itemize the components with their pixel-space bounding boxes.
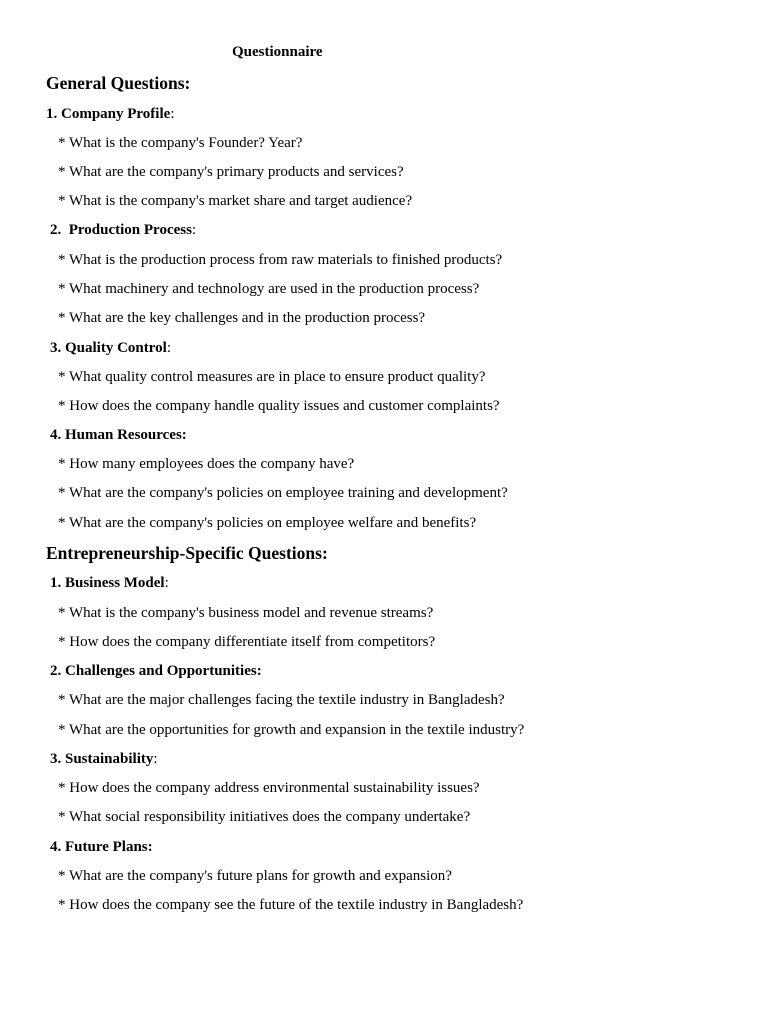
- group-heading-future-plans: [50, 838, 153, 856]
- question-item: * How does the company see the future of the textile industry in Bangladesh?: [58, 897, 524, 913]
- group-heading-production-process: [50, 221, 196, 239]
- group-label: Business Model: [65, 575, 165, 591]
- group-label: Challenges and Opportunities:: [65, 663, 262, 679]
- question-item: * What is the company's Founder? Year?: [58, 135, 303, 151]
- group-number: 3.: [50, 340, 62, 356]
- group-suffix: :: [153, 751, 158, 767]
- question-item: * What are the company's future plans for growth and expansion?: [58, 868, 452, 884]
- section-heading-entrepreneurship: Entrepreneurship-Specific Questions:: [46, 543, 328, 563]
- group-number: 1.: [50, 575, 62, 591]
- group-number: 4.: [50, 839, 62, 855]
- group-heading-quality-control: [50, 339, 171, 357]
- question-item: * What social responsibility initiatives does the company undertake?: [58, 809, 471, 825]
- question-item: * How does the company address environmental sustainability issues?: [58, 780, 480, 796]
- group-number: 4.: [50, 427, 62, 443]
- group-label: Quality Control: [65, 340, 167, 356]
- question-item: * How does the company differentiate itself from competitors?: [58, 634, 436, 650]
- group-suffix: :: [166, 340, 171, 356]
- group-suffix: :: [164, 575, 169, 591]
- question-item: * What are the major challenges facing the textile industry in Bangladesh?: [58, 692, 505, 708]
- group-heading-sustainability: [50, 750, 158, 768]
- group-suffix: :: [191, 222, 197, 238]
- question-item: * How many employees does the company have?: [58, 456, 355, 472]
- group-heading-business-model: [50, 574, 169, 592]
- group-number: 2.: [50, 222, 62, 238]
- section-heading-general: General Questions:: [46, 73, 191, 93]
- group-label: Human Resources:: [65, 427, 187, 443]
- document-title: Questionnaire: [232, 44, 323, 60]
- question-item: * What is the company's market share and target audience?: [58, 193, 413, 209]
- question-item: * How does the company handle quality issues and customer complaints?: [58, 398, 500, 414]
- question-item: * What is the company's business model and revenue streams?: [58, 605, 434, 621]
- group-heading-company-profile: [46, 105, 174, 123]
- question-item: * What are the company's policies on employee welfare and benefits?: [58, 515, 477, 531]
- question-item: * What are the company's primary products and services?: [58, 164, 404, 180]
- group-number: 2.: [50, 663, 62, 679]
- group-number: 1.: [46, 106, 58, 122]
- group-label: Company Profile: [61, 106, 171, 122]
- group-heading-challenges-opportunities: [50, 662, 262, 680]
- group-label: Future Plans:: [65, 839, 153, 855]
- question-item: * What machinery and technology are used in the production process?: [58, 281, 480, 297]
- group-label: Production Process: [68, 222, 192, 238]
- group-number: 3.: [50, 751, 62, 767]
- question-item: * What are the opportunities for growth and expansion in the textile industry?: [58, 722, 525, 738]
- question-item: * What quality control measures are in place to ensure product quality?: [58, 369, 486, 385]
- group-suffix: :: [170, 106, 175, 122]
- question-item: * What are the key challenges and in the production process?: [58, 310, 426, 326]
- question-item: * What is the production process from raw materials to finished products?: [58, 252, 503, 268]
- question-item: * What are the company's policies on employee training and development?: [58, 485, 508, 501]
- group-label: Sustainability: [65, 751, 154, 767]
- group-heading-human-resources: [50, 426, 187, 444]
